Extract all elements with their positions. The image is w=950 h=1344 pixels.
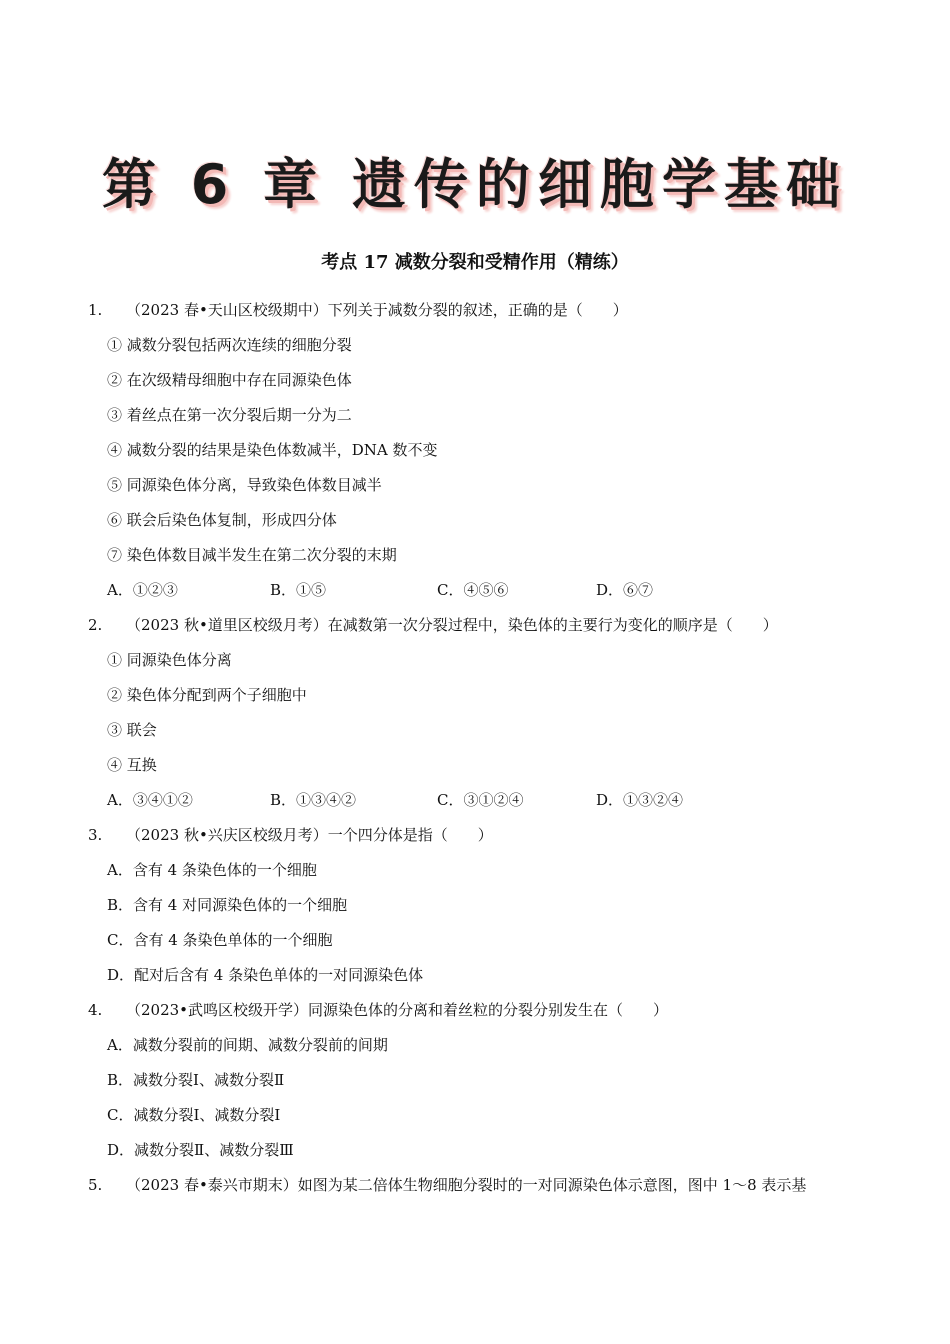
statement: ① 同源染色体分离 <box>107 651 232 669</box>
option-c[interactable]: C．含有 4 条染色单体的一个细胞 <box>107 931 333 949</box>
option-b[interactable]: B．①⑤ <box>270 581 327 599</box>
question-stem: （2023•武鸣区校级开学）同源染色体的分离和着丝粒的分裂分别发生在（ ） <box>126 1001 669 1019</box>
statement: ④ 减数分裂的结果是染色体数减半，DNA 数不变 <box>107 441 438 459</box>
option-a[interactable]: A．③④①② <box>107 791 193 809</box>
question-5 <box>0 1168 950 1203</box>
question-list <box>0 293 950 1203</box>
question-number: 3. <box>88 826 103 844</box>
options-row <box>0 783 950 818</box>
question-number: 2. <box>88 616 103 634</box>
chapter-title: 第 6 章 遗传的细胞学基础 <box>102 153 848 216</box>
option-a[interactable]: A．含有 4 条染色体的一个细胞 <box>107 861 317 879</box>
option-d[interactable]: D．配对后含有 4 条染色单体的一对同源染色体 <box>107 966 424 984</box>
option-c[interactable]: C．减数分裂Ⅰ、减数分裂Ⅰ <box>107 1106 281 1124</box>
section-subtitle: 考点 17 减数分裂和受精作用（精练） <box>321 252 629 273</box>
question-number: 5. <box>88 1176 103 1194</box>
option-d[interactable]: D．①③②④ <box>596 791 684 809</box>
question-stem: （2023 秋•道里区校级月考）在减数第一次分裂过程中，染色体的主要行为变化的顺序是（ ） <box>126 616 778 634</box>
option-d[interactable]: D．减数分裂Ⅱ、减数分裂Ⅲ <box>107 1141 294 1159</box>
statement: ② 在次级精母细胞中存在同源染色体 <box>107 371 352 389</box>
statement: ⑦ 染色体数目减半发生在第二次分裂的末期 <box>107 546 397 564</box>
question-2 <box>0 608 950 643</box>
option-b[interactable]: B．①③④② <box>270 791 357 809</box>
option-c[interactable]: C．③①②④ <box>437 791 524 809</box>
option-b[interactable]: B．含有 4 对同源染色体的一个细胞 <box>107 896 348 914</box>
question-3 <box>0 818 950 853</box>
question-number: 4. <box>88 1001 103 1019</box>
statement: ② 染色体分配到两个子细胞中 <box>107 686 307 704</box>
question-1 <box>0 293 950 328</box>
question-stem: （2023 秋•兴庆区校级月考）一个四分体是指（ ） <box>126 826 493 844</box>
statement: ⑥ 联会后染色体复制，形成四分体 <box>107 511 337 529</box>
statement: ① 减数分裂包括两次连续的细胞分裂 <box>107 336 352 354</box>
question-stem: （2023 春•天山区校级期中）下列关于减数分裂的叙述，正确的是（ ） <box>126 301 628 319</box>
statement: ③ 着丝点在第一次分裂后期一分为二 <box>107 406 352 424</box>
option-d[interactable]: D．⑥⑦ <box>596 581 654 599</box>
option-b[interactable]: B．减数分裂Ⅰ、减数分裂Ⅱ <box>107 1071 285 1089</box>
option-a[interactable]: A．减数分裂前的间期、减数分裂前的间期 <box>107 1036 388 1054</box>
option-c[interactable]: C．④⑤⑥ <box>437 581 509 599</box>
statement: ③ 联会 <box>107 721 157 739</box>
statement: ⑤ 同源染色体分离，导致染色体数目减半 <box>107 476 382 494</box>
options-row <box>0 573 950 608</box>
question-number: 1. <box>88 301 103 319</box>
statement: ④ 互换 <box>107 756 157 774</box>
question-stem: （2023 春•泰兴市期末）如图为某二倍体生物细胞分裂时的一对同源染色体示意图，图中 1～8 表示基 <box>126 1176 807 1194</box>
question-4 <box>0 993 950 1028</box>
option-a[interactable]: A．①②③ <box>107 581 178 599</box>
